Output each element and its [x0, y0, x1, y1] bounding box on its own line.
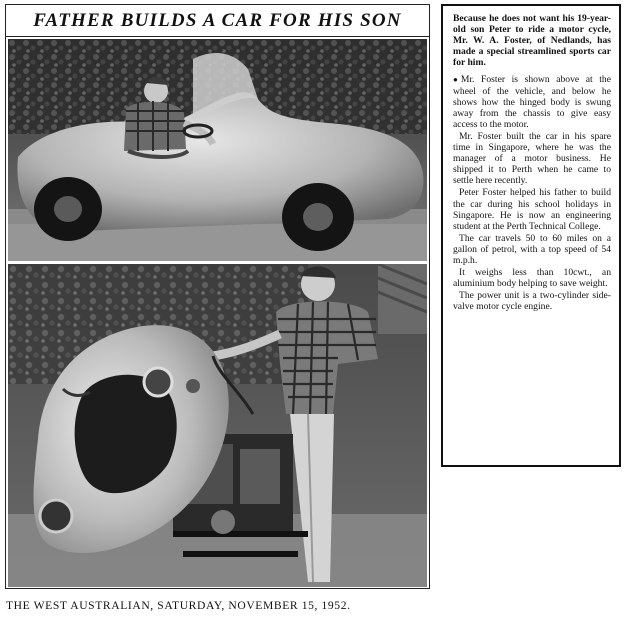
photo-hinged-body-image	[8, 264, 427, 587]
photo-feature-box	[5, 4, 430, 589]
bullet-icon: ●	[453, 75, 458, 85]
article-paragraph-6: The power unit is a two-cylinder side-valve motor cycle engine.	[453, 290, 611, 313]
article-paragraph-2: Mr. Foster built the car in his spare time in Singapore, where he was the manager of a motor business. He shipped it to Perth when he came to settle here recently.	[453, 130, 611, 187]
article-paragraph-5: It weighs less than 10cwt., an aluminium body helping to save weight.	[453, 267, 611, 290]
article-paragraph-3: Peter Foster helped his father to build the car during his school holidays in Singapore. He is now an engineering student at the Perth Technical College.	[453, 187, 611, 232]
article-lead: Because he does not want his 19-year-old son Peter to ride a motor cycle, Mr. W. A. Foster, of Nedlands, has made a special streamlined sports car for him.	[453, 13, 611, 69]
article-paragraph-1-text: Mr. Foster is shown above at the wheel of the vehicle, and below he shows how the hinged body is swung away from the chassis to give easy access to the motor.	[453, 74, 611, 130]
article-column	[441, 4, 621, 467]
photo-car-driver	[8, 39, 427, 261]
photo-car-driver-image	[8, 39, 427, 261]
headline: FATHER BUILDS A CAR FOR HIS SON	[6, 5, 429, 37]
article-paragraph-1	[453, 74, 611, 129]
photo-hinged-body	[8, 264, 427, 587]
article-paragraph-4: The car travels 50 to 60 miles on a gallon of petrol, with a top speed of 54 m.p.h.	[453, 232, 611, 266]
newspaper-dateline: THE WEST AUSTRALIAN, SATURDAY, NOVEMBER 15, 1952.	[6, 599, 351, 612]
